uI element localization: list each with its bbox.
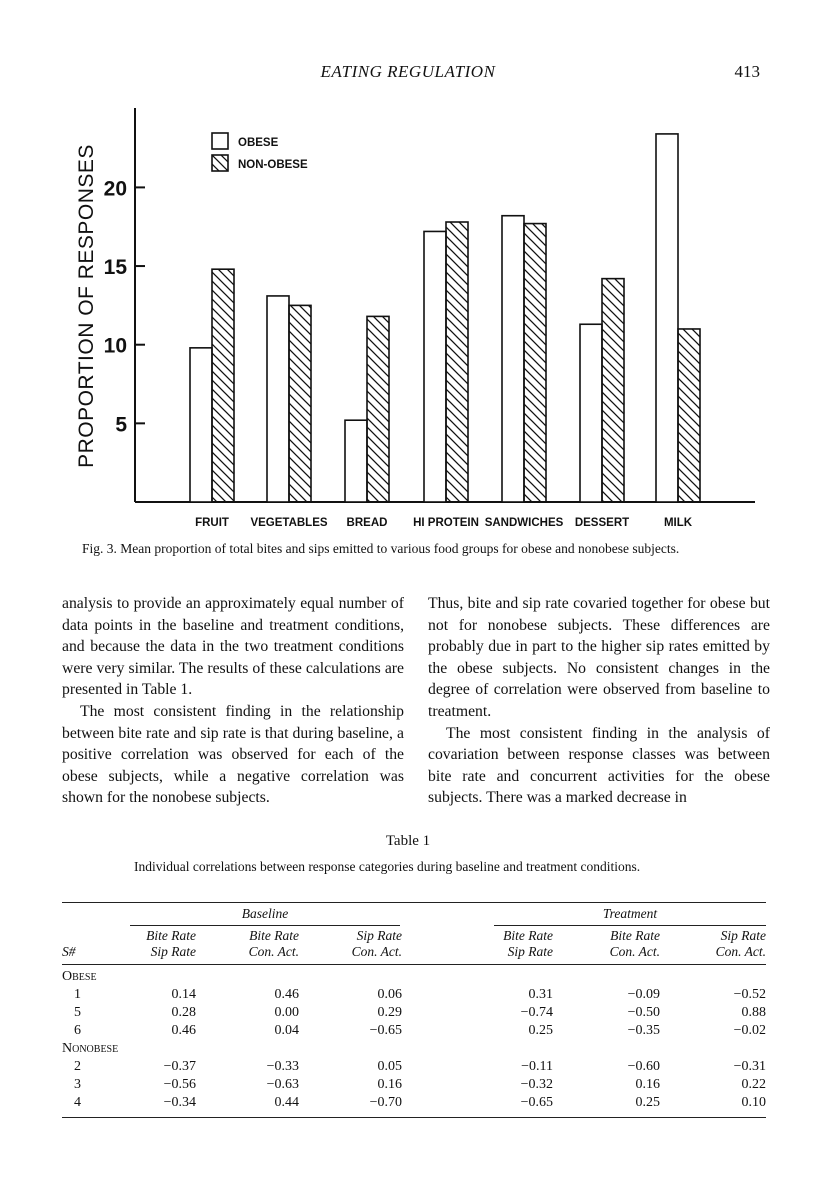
treatment-span-rule xyxy=(494,925,766,926)
group-label: Nonobese xyxy=(62,1041,119,1056)
column-header: Con. Act. xyxy=(715,944,766,959)
x-tick-label: VEGETABLES xyxy=(250,517,328,529)
x-tick-label: SANDWICHES xyxy=(484,517,564,529)
bar-non-obese xyxy=(678,329,700,502)
table-cell: 0.22 xyxy=(741,1077,766,1092)
table-cell: 0.46 xyxy=(274,987,299,1002)
column-header: Bite Rate xyxy=(610,928,660,943)
legend-swatch-obese xyxy=(212,133,228,149)
bar-non-obese xyxy=(212,269,234,502)
table-cell: 0.28 xyxy=(171,1005,196,1020)
table-cell: 0.25 xyxy=(528,1023,553,1038)
column-header: Bite Rate xyxy=(146,928,196,943)
table-cell: 0.44 xyxy=(274,1095,299,1110)
table-cell: −0.37 xyxy=(163,1059,196,1074)
table-cell: −0.74 xyxy=(520,1005,553,1020)
bar-obese xyxy=(267,296,289,502)
header-bottom-rule xyxy=(62,964,766,965)
table-cell: −0.50 xyxy=(627,1005,660,1020)
bar-obese xyxy=(345,420,367,502)
table-cell: 0.00 xyxy=(274,1005,299,1020)
table-cell: −0.60 xyxy=(627,1059,660,1074)
table-cell: −0.56 xyxy=(163,1077,196,1092)
column-header: Con. Act. xyxy=(609,944,660,959)
y-tick-label: 10 xyxy=(103,334,127,358)
table-cell: −0.34 xyxy=(163,1095,196,1110)
y-axis-label: PROPORTION OF RESPONSES xyxy=(75,144,98,468)
table-cell: −0.09 xyxy=(627,987,660,1002)
group-header-treatment: Treatment xyxy=(602,906,658,921)
table-cell: 0.16 xyxy=(635,1077,660,1092)
group-label: Obese xyxy=(62,969,97,984)
page-number: 413 xyxy=(734,62,760,81)
table-cell: 0.14 xyxy=(171,987,196,1002)
column-header: Sip Rate xyxy=(150,944,196,959)
bar-non-obese xyxy=(367,316,389,502)
column-header: Con. Act. xyxy=(351,944,402,959)
column-header: Bite Rate xyxy=(503,928,553,943)
table-cell: 0.25 xyxy=(635,1095,660,1110)
table-cell: 0.06 xyxy=(377,987,402,1002)
table-cell: 0.04 xyxy=(274,1023,299,1038)
body-text xyxy=(62,593,772,807)
bar-chart xyxy=(0,96,816,536)
column-header: Sip Rate xyxy=(356,928,402,943)
table-caption: Individual correlations between response categories during baseline and treatment conditions. xyxy=(134,859,641,874)
x-tick-label: BREAD xyxy=(346,517,388,529)
table-cell: 0.05 xyxy=(377,1059,402,1074)
right-column xyxy=(428,593,770,809)
table-bottom-rule xyxy=(62,1117,766,1118)
table-cell: −0.65 xyxy=(520,1095,553,1110)
paragraph: The most consistent finding in the analysis of covariation between response classes was between bite rate and concurrent activities for the obese subjects. There was a marked decrease in xyxy=(428,724,770,807)
table-cell: −0.11 xyxy=(521,1059,553,1074)
table-cell: 0.16 xyxy=(377,1077,402,1092)
baseline-span-rule xyxy=(130,925,400,926)
column-header: Sip Rate xyxy=(720,928,766,943)
table-cell: −0.33 xyxy=(266,1059,299,1074)
bar-non-obese xyxy=(446,222,468,502)
table-cell: 0.46 xyxy=(171,1023,196,1038)
x-tick-label: FRUIT xyxy=(195,517,229,529)
table-cell: −0.70 xyxy=(369,1095,402,1110)
group-header-baseline: Baseline xyxy=(241,906,289,921)
column-header: Sip Rate xyxy=(507,944,553,959)
bar-obese xyxy=(656,134,678,502)
subject-id: 2 xyxy=(74,1059,81,1074)
paragraph: The most consistent finding in the relationship between bite rate and sip rate is that during baseline, a positive correlation was observed for each of the obese subjects, while a negative correlation was shown for the nonobese subjects. xyxy=(62,702,404,807)
x-tick-label: HI PROTEIN xyxy=(413,517,479,529)
legend-swatch-non-obese xyxy=(212,155,228,171)
table-cell: −0.02 xyxy=(733,1023,766,1038)
y-tick-label: 5 xyxy=(115,413,127,437)
subject-id: 3 xyxy=(74,1077,81,1092)
bar-non-obese xyxy=(524,224,546,502)
bar-obese xyxy=(190,348,212,502)
subject-id: 5 xyxy=(74,1005,81,1020)
table-cell: 0.31 xyxy=(528,987,553,1002)
bar-non-obese xyxy=(602,279,624,502)
legend-label: OBESE xyxy=(238,137,279,149)
table-cell: −0.31 xyxy=(733,1059,766,1074)
table-cell: 0.88 xyxy=(741,1005,766,1020)
table-cell: −0.35 xyxy=(627,1023,660,1038)
subject-id: 6 xyxy=(74,1023,81,1038)
table-top-rule xyxy=(62,902,766,903)
x-tick-label: MILK xyxy=(663,517,693,529)
bar-obese xyxy=(424,231,446,502)
legend-label: NON-OBESE xyxy=(238,159,308,171)
table-cell: −0.65 xyxy=(369,1023,402,1038)
table-cell: 0.29 xyxy=(377,1005,402,1020)
running-title: EATING REGULATION xyxy=(320,62,496,81)
bar-obese xyxy=(502,216,524,502)
x-tick-label: DESSERT xyxy=(574,517,630,529)
bar-non-obese xyxy=(289,305,311,502)
paragraph: analysis to provide an approximately equal number of data points in the baseline and treatment conditions, and because the data in the two treatment conditions were very similar. The results of these calculations are presented in Table 1. xyxy=(62,595,404,699)
table-title: Table 1 xyxy=(385,833,431,849)
table-cell: −0.63 xyxy=(266,1077,299,1092)
left-column xyxy=(62,593,404,809)
subject-id: 4 xyxy=(74,1095,81,1110)
y-tick-label: 15 xyxy=(103,256,127,280)
table-cell: 0.10 xyxy=(741,1095,766,1110)
paragraph: Thus, bite and sip rate covaried together for obese but not for nonobese subjects. These differences are probably due in part to the higher sip rates emitted by the obese subjects. No consistent changes in the degree of correlation were observed from baseline to treatment. xyxy=(428,595,770,720)
subject-id: 1 xyxy=(74,987,81,1002)
column-header: Bite Rate xyxy=(249,928,299,943)
y-tick-label: 20 xyxy=(103,177,127,201)
figure-caption: Fig. 3. Mean proportion of total bites and sips emitted to various food groups for obese and nonobese subjects. xyxy=(82,541,680,556)
correlation-table xyxy=(62,898,766,1128)
bar-obese xyxy=(580,324,602,502)
column-header: Con. Act. xyxy=(248,944,299,959)
running-head xyxy=(0,60,816,84)
table-cell: −0.32 xyxy=(520,1077,553,1092)
table-cell: −0.52 xyxy=(733,987,766,1002)
subject-header: S# xyxy=(62,944,76,959)
